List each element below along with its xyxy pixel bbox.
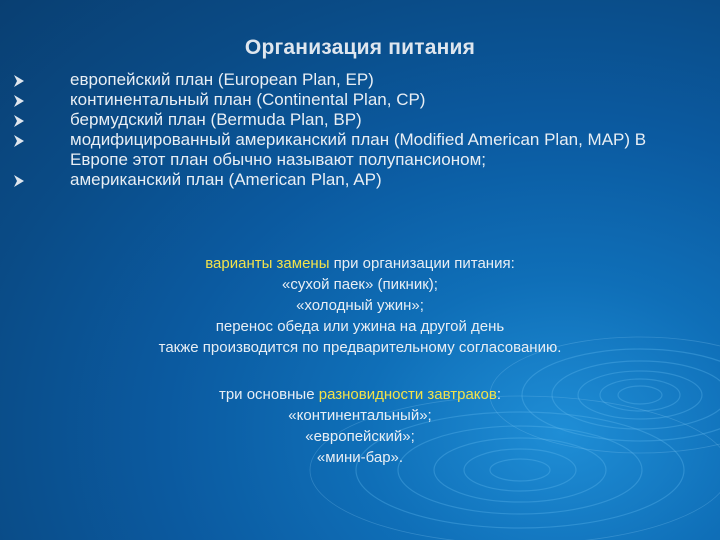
meal-plan-list (14, 70, 704, 190)
breakfast-line: «мини-бар». (316, 449, 404, 466)
replacement-line: «сухой паек» (пикник); (282, 276, 438, 293)
list-item (14, 90, 704, 110)
slide-title: Организация питания (244, 36, 476, 59)
replacement-options-block (0, 253, 720, 358)
breakfast-heading (0, 384, 720, 405)
breakfast-heading-highlight: разновидности завтраков (318, 386, 497, 403)
replacement-heading-rest: при организации питания: (329, 255, 515, 272)
list-item-text: модифицированный американский план (Modified American Plan, MAP) В Европе этот план обычно называют полупансионом; (70, 130, 647, 169)
list-item (14, 110, 704, 130)
arrow-bullet-icon (14, 91, 32, 109)
arrow-bullet-icon (14, 111, 32, 129)
arrow-bullet-icon (14, 171, 32, 189)
breakfast-line: «континентальный»; (288, 407, 432, 424)
breakfast-heading-suffix: : (496, 386, 502, 403)
list-item-text: европейский план (European Plan, EP) (70, 70, 374, 89)
replacement-line: также производится по предварительному согласованию. (158, 339, 562, 356)
list-item-text: континентальный план (Continental Plan, CP) (70, 90, 426, 109)
breakfast-line: «европейский»; (305, 428, 415, 445)
replacement-line: «холодный ужин»; (296, 297, 424, 314)
list-item-text: американский план (American Plan, AP) (70, 170, 382, 189)
replacement-line: перенос обеда или ужина на другой день (215, 318, 505, 335)
breakfast-heading-prefix: три основные (218, 386, 319, 403)
list-item (14, 70, 704, 90)
replacement-heading-highlight: варианты замены (205, 255, 330, 272)
list-item-text: бермудский план (Bermuda Plan, BP) (70, 110, 362, 129)
list-item (14, 130, 704, 170)
replacement-heading (0, 253, 720, 274)
arrow-bullet-icon (14, 71, 32, 89)
arrow-bullet-icon (14, 131, 32, 149)
breakfast-types-block (0, 384, 720, 468)
list-item (14, 170, 704, 190)
